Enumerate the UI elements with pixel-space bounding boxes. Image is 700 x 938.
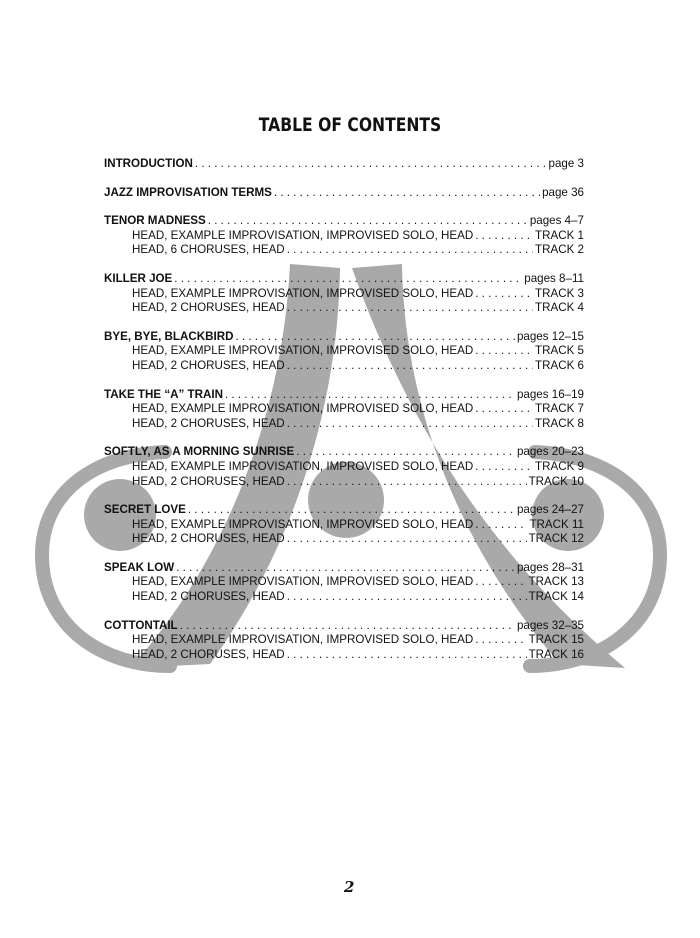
toc-heading-ref: pages 20–23 <box>516 445 584 459</box>
toc-track-ref: TRACK 14 <box>528 590 584 604</box>
toc-entry <box>104 157 584 172</box>
toc-heading-label: INTRODUCTION <box>104 157 193 170</box>
toc-track-label: HEAD, 6 CHORUSES, HEAD <box>132 243 285 257</box>
toc-track-ref: TRACK 11 <box>529 517 584 531</box>
toc-heading <box>104 388 584 403</box>
toc-heading-label: TENOR MADNESS <box>104 214 206 228</box>
toc-heading-ref: pages 28–31 <box>516 560 584 574</box>
dot-leader <box>188 503 515 518</box>
toc-heading-ref: page 36 <box>542 185 584 199</box>
toc-track-label: HEAD, EXAMPLE IMPROVISATION, IMPROVISED SOLO, HEAD <box>132 575 474 589</box>
toc-track-label: HEAD, EXAMPLE IMPROVISATION, IMPROVISED SOLO, HEAD <box>132 286 474 300</box>
dot-leader <box>235 330 514 345</box>
dot-leader <box>296 445 515 460</box>
toc-track-label: HEAD, 2 CHORUSES, HEAD <box>132 474 285 488</box>
toc-track-label: HEAD, EXAMPLE IMPROVISATION, IMPROVISED SOLO, HEAD <box>132 402 474 416</box>
toc-heading <box>104 503 584 518</box>
toc-track-ref: TRACK 7 <box>535 402 584 416</box>
toc-track-ref: TRACK 4 <box>535 301 584 315</box>
dot-leader <box>287 532 527 547</box>
dot-leader <box>475 518 527 533</box>
toc-entry <box>104 561 584 605</box>
toc-track-ref: TRACK 15 <box>528 633 584 647</box>
dot-leader <box>174 272 522 287</box>
toc-heading-ref: pages 12–15 <box>516 329 584 343</box>
toc-track <box>104 460 584 475</box>
toc-heading-label: BYE, BYE, BLACKBIRD <box>104 329 234 343</box>
toc-track-ref: TRACK 1 <box>535 228 584 242</box>
toc-track-label: HEAD, EXAMPLE IMPROVISATION, IMPROVISED SOLO, HEAD <box>132 459 474 473</box>
toc-heading-ref: pages 32–35 <box>516 618 584 632</box>
toc-heading-label: SPEAK LOW <box>104 560 175 574</box>
toc-entry <box>104 503 584 547</box>
toc-heading <box>104 157 584 172</box>
toc-track <box>104 648 584 663</box>
dot-leader <box>475 344 533 359</box>
dot-leader <box>208 214 528 229</box>
toc-heading <box>104 445 584 460</box>
dot-leader <box>475 633 526 648</box>
dot-leader <box>287 359 533 374</box>
toc-track-ref: TRACK 9 <box>535 459 584 473</box>
toc-heading <box>104 330 584 345</box>
toc-track <box>104 532 584 547</box>
toc-track-label: HEAD, 2 CHORUSES, HEAD <box>132 532 285 546</box>
toc-track <box>104 359 584 374</box>
dot-leader <box>475 575 526 590</box>
toc-heading-ref: pages 4–7 <box>529 214 584 228</box>
toc-track-ref: TRACK 10 <box>528 474 584 488</box>
dot-leader <box>274 186 540 201</box>
dot-leader <box>287 243 533 258</box>
toc-entry <box>104 272 584 316</box>
toc-track-ref: TRACK 6 <box>535 358 584 372</box>
toc-entry <box>104 330 584 374</box>
dot-leader <box>195 157 547 172</box>
toc-track-ref: TRACK 8 <box>535 416 584 430</box>
toc-heading-label: COTTONTAIL <box>104 618 178 632</box>
toc-track-label: HEAD, 2 CHORUSES, HEAD <box>132 647 285 661</box>
toc-track <box>104 590 584 605</box>
dot-leader <box>287 417 533 432</box>
toc-heading <box>104 272 584 287</box>
toc-entry <box>104 388 584 432</box>
toc-track <box>104 243 584 258</box>
toc-track-ref: TRACK 3 <box>535 286 584 300</box>
dot-leader <box>287 301 533 316</box>
table-of-contents <box>104 157 584 676</box>
toc-track <box>104 575 584 590</box>
toc-heading-label: SECRET LOVE <box>104 503 186 517</box>
dot-leader <box>475 460 533 475</box>
toc-track-label: HEAD, EXAMPLE IMPROVISATION, IMPROVISED SOLO, HEAD <box>132 344 474 358</box>
toc-track <box>104 402 584 417</box>
toc-heading-label: KILLER JOE <box>104 271 173 285</box>
toc-track <box>104 344 584 359</box>
page-number: 2 <box>344 878 355 896</box>
toc-track <box>104 301 584 316</box>
dot-leader <box>475 402 533 417</box>
dot-leader <box>287 475 527 490</box>
toc-heading-label: JAZZ IMPROVISATION TERMS <box>104 185 272 199</box>
dot-leader <box>475 287 533 302</box>
dot-leader <box>287 648 527 663</box>
toc-entry <box>104 214 584 258</box>
toc-heading-label: TAKE THE “A” TRAIN <box>104 387 223 401</box>
toc-track-ref: TRACK 2 <box>535 243 584 257</box>
toc-heading-ref: page 3 <box>548 157 584 170</box>
toc-track <box>104 229 584 244</box>
toc-entry <box>104 619 584 663</box>
toc-entry <box>104 445 584 489</box>
page-title: TABLE OF CONTENTS <box>258 114 442 136</box>
toc-track <box>104 417 584 432</box>
dot-leader <box>180 619 515 634</box>
dot-leader <box>475 229 533 244</box>
dot-leader <box>225 388 515 403</box>
toc-track-label: HEAD, 2 CHORUSES, HEAD <box>132 590 285 604</box>
toc-entry <box>104 186 584 201</box>
toc-heading <box>104 214 584 229</box>
dot-leader <box>287 590 527 605</box>
toc-track-label: HEAD, 2 CHORUSES, HEAD <box>132 301 285 315</box>
toc-track-label: HEAD, 2 CHORUSES, HEAD <box>132 358 285 372</box>
toc-heading-ref: pages 24–27 <box>516 503 584 517</box>
toc-track <box>104 475 584 490</box>
toc-track <box>104 287 584 302</box>
toc-track-ref: TRACK 16 <box>528 647 584 661</box>
toc-track-ref: TRACK 5 <box>535 344 584 358</box>
toc-heading-label: SOFTLY, AS A MORNING SUNRISE <box>104 445 295 459</box>
toc-heading-ref: pages 8–11 <box>524 271 584 285</box>
dot-leader <box>176 561 515 576</box>
toc-heading-ref: pages 16–19 <box>516 387 584 401</box>
toc-track-label: HEAD, EXAMPLE IMPROVISATION, IMPROVISED SOLO, HEAD <box>132 228 474 242</box>
toc-track-ref: TRACK 12 <box>528 532 584 546</box>
toc-heading <box>104 619 584 634</box>
toc-heading <box>104 561 584 576</box>
toc-track-label: HEAD, 2 CHORUSES, HEAD <box>132 416 285 430</box>
toc-track-label: HEAD, EXAMPLE IMPROVISATION, IMPROVISED SOLO, HEAD <box>132 517 474 531</box>
toc-track-label: HEAD, EXAMPLE IMPROVISATION, IMPROVISED SOLO, HEAD <box>132 633 474 647</box>
toc-track <box>104 518 584 533</box>
toc-track <box>104 633 584 648</box>
toc-heading <box>104 186 584 201</box>
toc-track-ref: TRACK 13 <box>528 575 584 589</box>
